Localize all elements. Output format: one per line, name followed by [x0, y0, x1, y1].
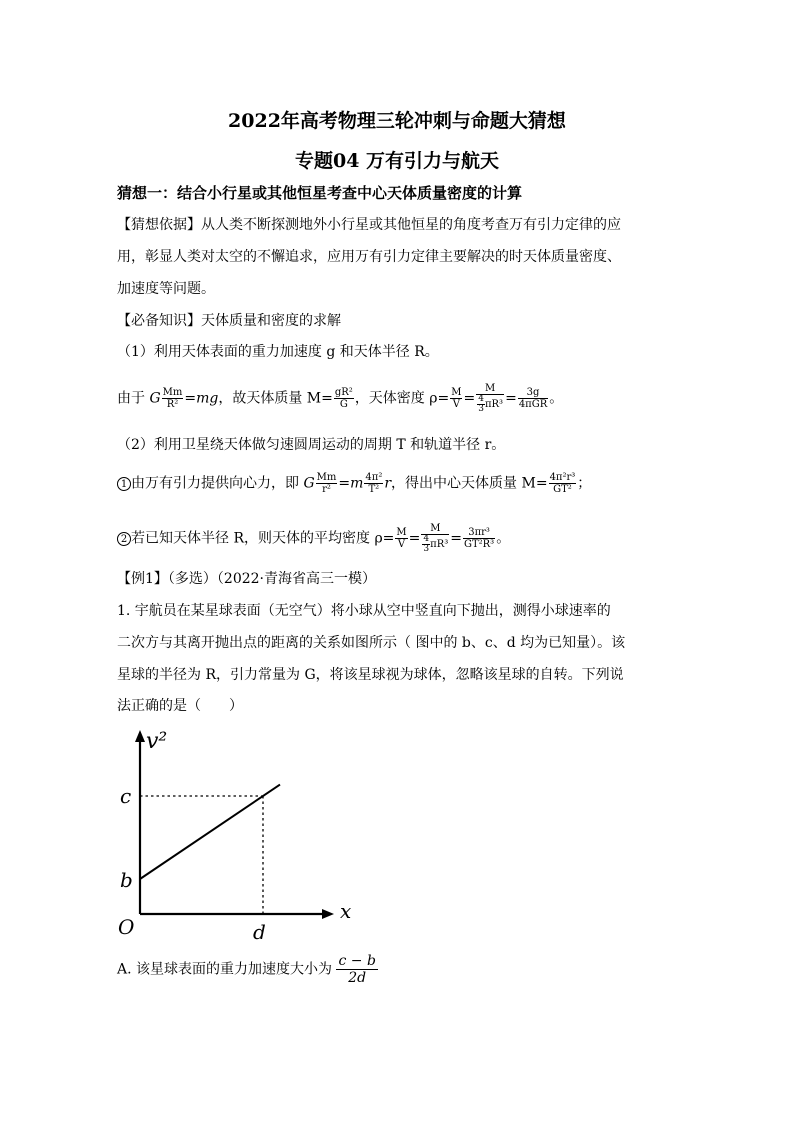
inner-fraction — [477, 395, 485, 414]
fraction-denominator: 2d — [348, 970, 367, 986]
fraction-numerator: 4 — [423, 534, 430, 544]
formula-text: 由于 — [117, 390, 150, 407]
formula-text: = — [505, 390, 517, 407]
formula-fraction — [518, 387, 548, 410]
formula-fraction — [476, 383, 504, 414]
formula-text: = — [450, 530, 462, 547]
option-a[interactable] — [117, 953, 677, 986]
y-tick-label-c: c — [120, 784, 132, 808]
basis-paragraph-line1 — [117, 216, 677, 234]
y-axis-arrow — [135, 730, 145, 742]
fraction-numerator: Mm — [162, 387, 183, 398]
formula-text: πR³ — [430, 539, 449, 550]
formula-text: 若已知天体半径 R，则天体的平均密度 ρ= — [131, 530, 395, 547]
example-label: 【例1】（多选）（2022·青海省高三一模） — [117, 571, 376, 587]
x-axis-label: x — [340, 899, 352, 923]
fraction-denominator: r² — [322, 484, 331, 495]
formula-text: ，故天体质量 M= — [218, 390, 333, 407]
question-line4: 法正确的是（ ） — [117, 698, 243, 714]
option-a-fraction — [336, 953, 377, 986]
document-subtitle: 专题04 万有引力与航天 — [294, 150, 500, 172]
knowledge-line — [117, 312, 677, 330]
fraction-denominator: 3 — [423, 544, 430, 554]
formula-fraction — [162, 387, 184, 410]
fraction-denominator: V — [452, 399, 460, 410]
formula-fraction — [334, 387, 354, 410]
y-axis-label — [146, 729, 167, 754]
knowledge-label: 【必备知识】 — [117, 313, 201, 329]
question-line3: 星球的半径为 R，引力常量为 G，将该星球视为球体，忽略该星球的自转。下列说 — [117, 667, 624, 683]
x-tick-label-d: d — [253, 920, 266, 944]
item1-line: （1）利用天体表面的重力加速度 g 和天体半径 R。 — [117, 344, 439, 360]
question-line1: 1. 宇航员在某星球表面（无空气）将小球从空中竖直向下抛出，测得小球速率的 — [117, 603, 611, 619]
item2-line: （2）利用卫星绕天体做匀速圆周运动的周期 T 和轨道半径 r。 — [117, 437, 506, 453]
formula-text: =mg — [184, 390, 219, 407]
fraction-denominator — [421, 535, 449, 554]
question-line2: 二次方与其离开抛出点的距离的关系如图所示（ 图中的 b、c、d 均为已知量）。该 — [117, 635, 626, 651]
knowledge-text: 天体质量和密度的求解 — [201, 313, 341, 329]
fraction-numerator: Mm — [316, 472, 337, 483]
fraction-denominator: GT² — [553, 484, 572, 495]
formula-text: =m — [338, 475, 364, 492]
formula-text: ； — [577, 475, 592, 492]
circled-number: 2 — [117, 532, 131, 546]
formula-text: 由万有引力提供向心力，即 — [131, 475, 304, 492]
origin-label: O — [118, 915, 135, 939]
fraction-numerator: M — [451, 387, 462, 398]
formula-text: = — [408, 530, 421, 547]
formula-fraction — [450, 387, 462, 410]
v2-x-graph — [108, 724, 358, 949]
fraction-denominator: R² — [166, 399, 179, 410]
inner-fraction — [422, 535, 430, 554]
fraction-denominator: G — [339, 399, 348, 410]
formula-text: ，天体密度 ρ= — [354, 390, 450, 407]
fraction-numerator: 3g — [518, 387, 548, 399]
basis-text: 从人类不断探测地外小行星或其他恒星的角度考查万有引力定律的应 — [201, 217, 621, 233]
fraction-numerator: M — [476, 383, 504, 395]
item2b-formula — [117, 523, 677, 554]
fraction-denominator — [476, 395, 504, 414]
basis-paragraph-line3: 加速度等问题。 — [117, 281, 215, 297]
formula-text: ，得出中心天体质量 M= — [391, 475, 548, 492]
y-tick-label-b: b — [120, 868, 133, 892]
section-heading: 猜想一：结合小行星或其他恒星考查中心天体质量密度的计算 — [117, 184, 523, 202]
fraction-numerator: 3πr³ — [463, 527, 495, 539]
fraction-numerator: gR² — [334, 387, 353, 398]
fraction-numerator: 4π²r³ — [549, 472, 576, 483]
fraction-numerator: 4π² — [365, 472, 383, 483]
fraction-denominator: GT²R³ — [463, 539, 495, 550]
fraction-denominator: 3 — [478, 404, 484, 414]
formula-fraction — [463, 527, 495, 550]
formula-text: 。 — [549, 390, 564, 407]
y-axis-label-text: v² — [146, 729, 168, 754]
x-axis-arrow — [322, 909, 334, 919]
formula-fraction — [421, 523, 449, 554]
basis-label: 【猜想依据】 — [117, 217, 201, 233]
basis-paragraph-line2: 用，彰显人类对太空的不懈追求，应用万有引力定律主要解决的时天体质量密度、 — [117, 249, 621, 265]
formula-text: πR³ — [484, 399, 504, 410]
formula-symbol: G — [149, 390, 161, 407]
formula-text: = — [463, 390, 476, 407]
fraction-numerator: 4 — [478, 394, 484, 404]
fraction-denominator: V — [397, 539, 406, 550]
formula-symbol: G — [303, 475, 315, 492]
fraction-denominator: T² — [368, 484, 380, 495]
option-a-text: A. 该星球表面的重力加速度大小为 — [117, 961, 337, 978]
fraction-denominator: 4πGR — [518, 399, 548, 410]
document-title: 2022年高考物理三轮冲刺与命题大猜想 — [228, 110, 566, 132]
formula-fraction — [316, 472, 338, 495]
formula-fraction — [395, 527, 407, 550]
item1-formula — [117, 383, 677, 414]
formula-fraction — [549, 472, 577, 495]
fraction-numerator: c − b — [338, 953, 376, 969]
item2a-formula — [117, 472, 677, 495]
circled-number: 1 — [117, 477, 131, 491]
formula-text: 。 — [496, 530, 511, 547]
fraction-numerator: M — [396, 527, 407, 538]
data-series-line — [140, 785, 280, 879]
formula-fraction — [364, 472, 383, 495]
formula-symbol: r — [384, 475, 392, 492]
fraction-numerator: M — [421, 523, 449, 535]
